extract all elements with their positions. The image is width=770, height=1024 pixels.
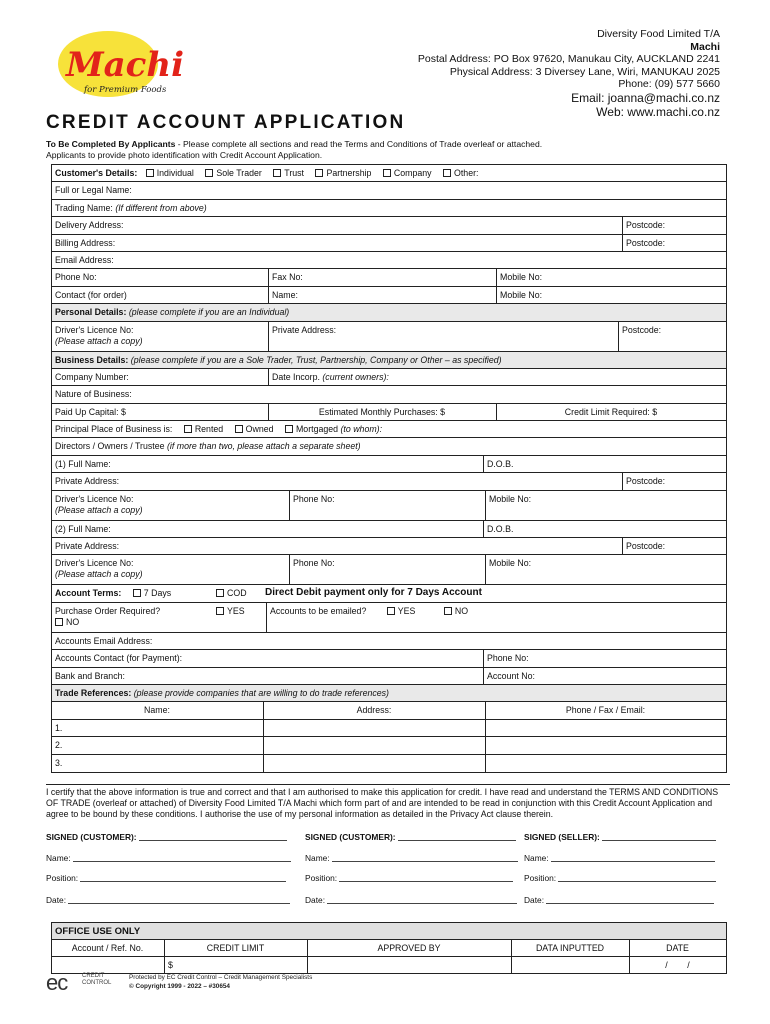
directors-header xyxy=(52,438,726,455)
option-other: Other: xyxy=(454,168,479,178)
personal-postcode-field[interactable]: Postcode: xyxy=(622,324,662,335)
trading-name-note: (If different from above) xyxy=(115,202,207,213)
contact-mobile-field[interactable]: Mobile No: xyxy=(500,289,543,300)
ref2-name-field[interactable]: 2. xyxy=(52,737,264,753)
checkbox-partnership[interactable] xyxy=(315,169,323,177)
sig3-name[interactable] xyxy=(524,853,715,863)
checkbox-other[interactable] xyxy=(443,169,451,177)
date-incorp-note: (current owners): xyxy=(322,371,389,382)
sig2-position-label: Position: xyxy=(305,873,338,883)
checkbox-po-yes[interactable] xyxy=(216,607,224,615)
director1-licence-row xyxy=(52,491,726,521)
ref3-address-field[interactable] xyxy=(264,755,486,772)
sig2-date[interactable] xyxy=(305,895,517,905)
director2-address-field[interactable]: Private Address: xyxy=(52,538,623,554)
option-partnership: Partnership xyxy=(326,168,372,178)
ref1-address-field[interactable] xyxy=(264,720,486,736)
signed-customer-2[interactable] xyxy=(305,832,516,842)
delivery-address-field[interactable]: Delivery Address: xyxy=(52,217,623,233)
option-po-no: NO xyxy=(66,616,80,627)
option-company: Company xyxy=(393,168,432,178)
company-name: Machi xyxy=(690,40,720,53)
ref2-address-field[interactable] xyxy=(264,737,486,753)
company-email: Email: joanna@machi.co.nz xyxy=(571,90,720,105)
office-account-ref-field[interactable] xyxy=(52,957,165,973)
personal-licence-label: Driver's Licence No: xyxy=(55,324,134,335)
phone-field[interactable]: Phone No: xyxy=(52,269,269,285)
sig1-date-label: Date: xyxy=(46,895,67,905)
director2-name-field[interactable]: (2) Full Name: xyxy=(52,521,484,537)
sig3-position-label: Position: xyxy=(524,873,557,883)
sig2-date-label: Date: xyxy=(305,895,326,905)
nature-of-business-field[interactable]: Nature of Business: xyxy=(55,389,132,400)
principal-place-row xyxy=(52,421,726,438)
contact-field[interactable]: Contact (for order) xyxy=(52,287,269,303)
logo-tagline: for Premium Foods xyxy=(84,85,167,95)
ref1-contact-field[interactable] xyxy=(486,720,726,736)
director2-mobile-field[interactable]: Mobile No: xyxy=(489,558,532,569)
sig1-date[interactable] xyxy=(46,895,290,905)
ref1-name-field[interactable]: 1. xyxy=(52,720,264,736)
director1-name-row xyxy=(52,456,726,473)
capital-row xyxy=(52,404,726,421)
accounts-email-field[interactable]: Accounts Email Address: xyxy=(55,635,153,646)
checkbox-cod[interactable] xyxy=(216,589,224,597)
intro-text xyxy=(46,139,542,161)
date-incorp-label: Date Incorp. xyxy=(272,371,320,382)
trade-references-label: Trade References: xyxy=(55,687,132,698)
ref-col-name: Name: xyxy=(52,702,264,718)
ref3-name-field[interactable]: 3. xyxy=(52,755,264,772)
physical-address: Physical Address: 3 Diversey Lane, Wiri, MANUKAU 2025 xyxy=(449,65,720,78)
company-web: Web: www.machi.co.nz xyxy=(596,104,720,119)
sig1-name[interactable] xyxy=(46,853,291,863)
trading-name-label: Trading Name: xyxy=(55,202,113,213)
office-use-label: OFFICE USE ONLY xyxy=(52,923,726,939)
ec-logo-text: ec xyxy=(46,970,68,995)
principal-place-label: Principal Place of Business is: xyxy=(55,424,173,435)
personal-details-label: Personal Details: xyxy=(55,307,127,318)
intro-rest: - Please complete all sections and read the Terms and Conditions of Trade overleaf or attached. xyxy=(175,139,543,149)
director1-name-field[interactable]: (1) Full Name: xyxy=(52,456,484,472)
account-terms-label: Account Terms: xyxy=(55,588,122,599)
certification-text: I certify that the above information is true and correct and that I am authorised to make this application for credit. I have read and understand the TERMS AND CONDITIONS OF TRADE (overleaf or attached) of Diversity Food Limited T/A Machi which form part of and are intended to be read in conjunction with this Credit Account Application and agree to be bound by these conditions. I authorise the use of my personal information as detailed in the Privacy Act clause therein. xyxy=(46,784,730,821)
checkbox-sole-trader[interactable] xyxy=(205,169,213,177)
director2-attach-note: (Please attach a copy) xyxy=(55,569,143,580)
office-approved-by: APPROVED BY xyxy=(308,940,512,956)
company-phone: Phone: (09) 577 5660 xyxy=(618,78,720,90)
reference-row-1 xyxy=(52,720,726,737)
sig1-position[interactable] xyxy=(46,873,286,883)
director1-attach-note: (Please attach a copy) xyxy=(55,504,143,515)
signed-seller-label: SIGNED (SELLER): xyxy=(524,832,600,842)
paid-up-capital-field[interactable]: Paid Up Capital: $ xyxy=(52,404,269,420)
option-cod: COD xyxy=(227,588,247,599)
option-email-yes: YES xyxy=(397,605,416,616)
sig3-date-label: Date: xyxy=(524,895,545,905)
personal-attach-note: (Please attach a copy) xyxy=(55,335,143,346)
phone-row xyxy=(52,269,726,286)
accounts-email-row xyxy=(52,633,726,650)
footer-text xyxy=(129,973,312,991)
email-address-field[interactable]: Email Address: xyxy=(55,254,114,265)
business-details-label: Business Details: xyxy=(55,354,129,365)
sig1-position-label: Position: xyxy=(46,873,79,883)
billing-row xyxy=(52,235,726,252)
reference-row-2 xyxy=(52,737,726,754)
customer-type-row xyxy=(52,165,726,182)
director2-postcode-field[interactable]: Postcode: xyxy=(626,541,666,552)
credit-limit-field[interactable]: Credit Limit Required: $ xyxy=(564,406,658,417)
business-details-note: (please complete if you are a Sole Trader, Trust, Partnership, Company or Other – as specified) xyxy=(130,354,502,365)
application-form xyxy=(51,164,727,773)
checkbox-mortgaged[interactable] xyxy=(285,425,293,433)
billing-postcode-field[interactable]: Postcode: xyxy=(626,237,666,248)
mobile-field[interactable]: Mobile No: xyxy=(500,272,543,283)
nature-row xyxy=(52,386,726,403)
to-whom-note: (to whom): xyxy=(340,424,383,435)
account-terms-row xyxy=(52,585,726,602)
sig2-position[interactable] xyxy=(305,873,513,883)
ref-col-contact: Phone / Fax / Email: xyxy=(565,705,646,716)
contact-row xyxy=(52,287,726,304)
contact-name-field[interactable]: Name: xyxy=(269,287,497,303)
director2-licence-row xyxy=(52,555,726,585)
director1-address-field[interactable]: Private Address: xyxy=(52,473,623,489)
sig3-date[interactable] xyxy=(524,895,714,905)
full-name-field[interactable]: Full or Legal Name: xyxy=(55,185,132,196)
company-number-field[interactable]: Company Number: xyxy=(52,369,269,385)
checkbox-owned[interactable] xyxy=(235,425,243,433)
customer-details-label: Customer's Details: xyxy=(55,168,138,178)
option-owned: Owned xyxy=(245,424,274,435)
reference-row-3 xyxy=(52,755,726,772)
personal-private-address-field[interactable]: Private Address: xyxy=(269,322,619,351)
business-details-header xyxy=(52,352,726,369)
directors-label: Directors / Owners / Trustee xyxy=(55,441,165,452)
directors-note: (if more than two, please attach a separate sheet) xyxy=(166,441,361,452)
intro-line2: Applicants to provide photo identification with Credit Account Application. xyxy=(46,150,323,160)
ref-col-address: Address: xyxy=(264,702,486,718)
office-values-row xyxy=(52,957,726,973)
trading-name-row[interactable] xyxy=(52,200,726,217)
option-mortgaged: Mortgaged xyxy=(295,424,339,435)
monthly-purchases-field[interactable]: Estimated Monthly Purchases: $ xyxy=(269,404,497,420)
office-account-ref: Account / Ref. No. xyxy=(52,940,165,956)
personal-details-header xyxy=(52,304,726,321)
option-email-no: NO xyxy=(454,605,469,616)
bank-row xyxy=(52,668,726,685)
references-columns-row xyxy=(52,702,726,719)
trade-references-header xyxy=(52,685,726,702)
office-use-table xyxy=(51,922,727,974)
director1-mobile-field[interactable]: Mobile No: xyxy=(489,493,532,504)
ec-sub-credit: CREDIT xyxy=(82,973,105,979)
office-data-inputted-field[interactable] xyxy=(512,957,630,973)
office-data-inputted: DATA INPUTTED xyxy=(512,940,630,956)
sig1-name-label: Name: xyxy=(46,853,71,863)
billing-address-field[interactable]: Billing Address: xyxy=(52,235,623,251)
fax-field[interactable]: Fax No: xyxy=(269,269,497,285)
trading-name-field[interactable] xyxy=(52,200,726,216)
intro-bold: To Be Completed By Applicants xyxy=(46,139,176,149)
accounts-contact-field[interactable]: Accounts Contact (for Payment): xyxy=(52,650,484,666)
company-line1: Diversity Food Limited T/A xyxy=(597,28,720,40)
direct-debit-note: Direct Debit payment only for 7 Days Account xyxy=(265,587,482,599)
company-number-row xyxy=(52,369,726,386)
director2-licence-field[interactable] xyxy=(52,555,290,584)
office-header-row xyxy=(52,923,726,940)
postal-address: Postal Address: PO Box 97620, Manukau City, AUCKLAND 2241 xyxy=(417,53,720,65)
director1-postcode-field[interactable]: Postcode: xyxy=(626,476,666,487)
email-row xyxy=(52,252,726,269)
signed-customer-2-label: SIGNED (CUSTOMER): xyxy=(305,832,396,842)
purchase-order-row xyxy=(52,603,726,633)
checkbox-email-no[interactable] xyxy=(444,607,452,615)
office-credit-limit-field[interactable]: $ xyxy=(165,957,308,973)
personal-details-note: (please complete if you are an Individual) xyxy=(128,307,290,318)
option-trust: Trust xyxy=(284,168,304,178)
director2-licence-label: Driver's Licence No: xyxy=(55,558,134,569)
office-credit-limit: CREDIT LIMIT xyxy=(165,940,308,956)
ref2-contact-field[interactable] xyxy=(486,737,726,753)
footer-copyright: © Copyright 1999 - 2022 – #30654 xyxy=(129,983,230,990)
page-title: CREDIT ACCOUNT APPLICATION xyxy=(46,112,406,133)
signed-seller[interactable] xyxy=(524,832,716,842)
sig3-position[interactable] xyxy=(524,873,716,883)
director2-dob-field[interactable]: D.O.B. xyxy=(487,523,514,534)
director1-licence-field[interactable] xyxy=(52,491,290,520)
sig3-name-label: Name: xyxy=(524,853,549,863)
director1-licence-label: Driver's Licence No: xyxy=(55,493,134,504)
checkbox-email-yes[interactable] xyxy=(387,607,395,615)
trade-references-note: (please provide companies that are willing to do trade references) xyxy=(133,687,389,698)
checkbox-company[interactable] xyxy=(383,169,391,177)
sig2-name-label: Name: xyxy=(305,853,330,863)
office-approved-by-field[interactable] xyxy=(308,957,512,973)
ec-credit-control-logo xyxy=(46,970,112,996)
footer-protected: Protected by EC Credit Control – Credit Management Specialists xyxy=(129,974,313,981)
date-incorp-field[interactable] xyxy=(269,369,726,385)
delivery-postcode-field[interactable]: Postcode: xyxy=(626,220,666,231)
signed-customer-1-label: SIGNED (CUSTOMER): xyxy=(46,832,137,842)
checkbox-rented[interactable] xyxy=(184,425,192,433)
company-info xyxy=(418,28,720,119)
checkbox-individual[interactable] xyxy=(146,169,154,177)
emailed-label: Accounts to be emailed? xyxy=(270,605,367,616)
director2-address-row xyxy=(52,538,726,555)
delivery-row xyxy=(52,217,726,234)
option-sole-trader: Sole Trader xyxy=(216,168,262,178)
director1-phone-field[interactable]: Phone No: xyxy=(290,491,486,520)
checkbox-7-days[interactable] xyxy=(133,589,141,597)
full-name-row[interactable] xyxy=(52,182,726,199)
po-required-label: Purchase Order Required? xyxy=(55,605,161,616)
director2-name-row xyxy=(52,521,726,538)
director1-dob-field[interactable]: D.O.B. xyxy=(487,458,514,469)
sig2-name[interactable] xyxy=(305,853,518,863)
option-7-days: 7 Days xyxy=(143,588,172,599)
checkbox-trust[interactable] xyxy=(273,169,281,177)
ec-sub-control: CONTROL xyxy=(82,980,112,986)
signed-customer-1[interactable] xyxy=(46,832,287,842)
personal-licence-field[interactable] xyxy=(52,322,269,351)
director2-phone-field[interactable]: Phone No: xyxy=(290,555,486,584)
logo-brand: Machi xyxy=(66,45,185,85)
bank-branch-field[interactable]: Bank and Branch: xyxy=(52,668,484,684)
accounts-contact-row xyxy=(52,650,726,667)
ref3-contact-field[interactable] xyxy=(486,755,726,772)
option-rented: Rented xyxy=(194,424,224,435)
office-date-field[interactable]: / / xyxy=(665,960,690,970)
office-columns-row xyxy=(52,940,726,957)
checkbox-po-no[interactable] xyxy=(55,618,63,626)
director1-address-row xyxy=(52,473,726,490)
accounts-phone-field[interactable]: Phone No: xyxy=(487,653,529,664)
option-individual: Individual xyxy=(156,168,194,178)
personal-licence-row xyxy=(52,322,726,352)
machi-logo xyxy=(52,30,185,100)
office-date: DATE xyxy=(666,943,689,953)
option-po-yes: YES xyxy=(227,605,245,616)
account-no-field[interactable]: Account No: xyxy=(487,670,535,681)
